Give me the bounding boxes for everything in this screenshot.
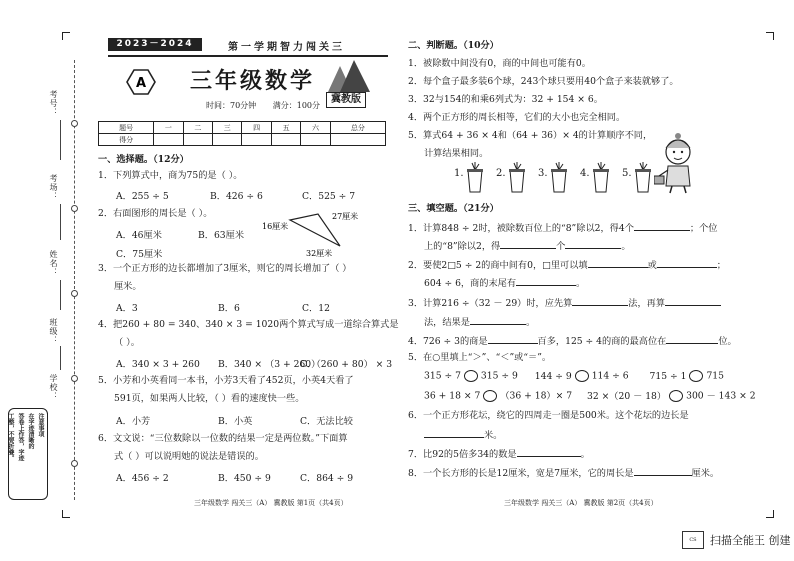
cut-dot (71, 120, 78, 127)
edition-badge: 冀教版 (326, 92, 366, 108)
score-cell: 总分 (330, 122, 385, 134)
judge-item: 1．被除数中间没有0，商的中间也可能有0。 (408, 58, 591, 69)
section-1-title: 一、选择题。（12分） (98, 154, 189, 165)
pot-label: 5. (622, 168, 632, 179)
score-input-cell[interactable] (154, 134, 183, 146)
question-text: 。 (580, 449, 590, 460)
question-1-1: 1．下列算式中，商为75的是（ ）。 (98, 170, 243, 181)
answer-blank[interactable] (565, 239, 621, 249)
fill-question-3 (408, 296, 721, 310)
compare-circle[interactable] (689, 370, 703, 382)
option-b[interactable]: B．426 ÷ 6 (210, 191, 263, 202)
answer-blank[interactable] (470, 315, 526, 325)
answer-blank[interactable] (516, 276, 576, 286)
cut-dot (71, 375, 78, 382)
score-table-header-row (99, 122, 386, 134)
judge-item: 2．每个盒子最多装6个球，243个球只要用40个盒子来装就够了。 (408, 76, 679, 87)
triangle-side-label: 16厘米 (262, 222, 289, 231)
binding-strip (0, 0, 88, 561)
compare-circle[interactable] (575, 370, 589, 382)
score-cell: 四 (242, 122, 271, 134)
question-text: 3．计算216 ÷（32 － 29）时，应先算 (408, 298, 573, 309)
triangle-figure (260, 208, 380, 258)
fill-question-1-cont (424, 239, 631, 253)
exam-room-field: 考场： (49, 174, 58, 201)
page-footer: 三年级数学 闯关三（A） 冀教版 第2页（共4页） (504, 499, 658, 507)
page-title: 三年级数学 (190, 69, 316, 94)
expression: 715 (706, 370, 724, 382)
question-text: 7．比92的5倍多34的数是 (408, 449, 517, 460)
score-input-cell[interactable] (242, 134, 271, 146)
fill-question-1 (408, 221, 717, 235)
question-text: 米。 (484, 430, 503, 441)
answer-blank[interactable] (424, 428, 484, 438)
flower-pot-icon[interactable] (548, 162, 570, 194)
question-1-4-line: 4．把260 + 80 = 340、340 × 3 = 1020两个算式写成一道综合算式是 (98, 319, 399, 330)
score-cell: 题号 (99, 122, 154, 134)
crop-mark-top-right (766, 32, 774, 40)
expression: 715 ÷ 1 (649, 370, 687, 382)
question-text: 法，结果是 (424, 317, 470, 328)
triangle-side-label: 32厘米 (306, 249, 333, 258)
flower-pot-icon[interactable] (632, 162, 654, 194)
name-field: 姓名： (49, 250, 58, 277)
option-a[interactable]: A．小芳 (116, 416, 151, 427)
judge-item: 计算结果相同。 (424, 148, 489, 159)
expression: 315 ÷ 9 (480, 370, 518, 382)
expression: 36 + 18 × 7 (424, 390, 481, 402)
score-cell: 二 (183, 122, 212, 134)
question-1-2: 2．右面图形的周长是（ ）。 (98, 208, 213, 219)
expression: 300 － 143 × 2 (686, 390, 756, 402)
option-a[interactable]: A．255 ÷ 5 (116, 191, 169, 202)
score-input-cell[interactable] (301, 134, 330, 146)
flower-pot-icon[interactable] (464, 162, 486, 194)
option-a[interactable]: A．3 (116, 303, 138, 314)
notice-line: 答卷上作答，字迹 (17, 413, 24, 461)
class-field: 班级： (49, 318, 58, 345)
flower-pot-icon[interactable] (590, 162, 612, 194)
question-1-5-line: 5．小芳和小英看同一本书，小芳3天看了452页，小英4天看了 (98, 375, 354, 386)
notice-line: 在字迹清晰的 (27, 413, 34, 449)
question-text: 2．要使2□5 ÷ 2的商中间有0，□里可以填 (408, 260, 588, 271)
expression: 315 ÷ 7 (424, 370, 461, 382)
triangle-side-label: 27厘米 (332, 212, 359, 221)
answer-blank[interactable] (657, 258, 717, 268)
option-a[interactable]: A．46厘米 (116, 230, 162, 241)
answer-blank[interactable] (588, 258, 648, 268)
question-text: ； (716, 260, 726, 271)
question-text: 。 (576, 278, 586, 289)
fill-question-8 (408, 466, 719, 480)
pot-label: 4. (580, 168, 590, 179)
watermark-text: 扫描全能王 创建 (710, 534, 791, 547)
fill-question-6-cont (424, 428, 502, 442)
option-c[interactable]: C．864 ÷ 9 (300, 473, 354, 484)
option-a[interactable]: A．340 × 3 + 260 (116, 359, 200, 370)
score-cell: 五 (271, 122, 300, 134)
series-title: 第一学期智力闯关三 (228, 42, 345, 53)
question-text: 个 (556, 241, 566, 252)
crop-mark-bottom-right (766, 510, 774, 518)
fill-question-7 (408, 447, 590, 461)
expression: （36 + 18）× 7 (500, 390, 573, 402)
page-footer: 三年级数学 闯关三（A） 冀教版 第1页（共4页） (194, 499, 348, 507)
exam-meta (206, 100, 320, 111)
fill-question-2-cont (424, 276, 585, 290)
question-text: 法，再算 (628, 298, 666, 309)
notice-line: 注意事项 (37, 413, 44, 437)
question-text: 1．计算848 ÷ 2时，被除数百位上的“8”除以2，得4个 (408, 223, 634, 234)
question-text: 8．一个长方形的长是12厘米，宽是7厘米，它的周长是 (408, 468, 634, 479)
answer-blank[interactable] (665, 296, 721, 306)
compare-row-2 (424, 390, 756, 403)
expression: 144 ÷ 9 (534, 370, 572, 382)
mountain-logo-icon (328, 60, 370, 94)
fill-question-6: 6．一个正方形花坛，绕它的四周走一圈是500米。这个花坛的边长是 (408, 410, 689, 421)
cut-dot (71, 290, 78, 297)
compare-row-1 (424, 370, 724, 383)
pot-label: 2. (496, 168, 506, 179)
section-2-title: 二、判断题。（10分） (408, 40, 499, 51)
expression: 32 ×（20 － 18） (587, 390, 667, 402)
answer-blank[interactable] (500, 239, 556, 249)
answer-blank[interactable] (634, 466, 692, 476)
year-badge: 2023－2024 (108, 38, 202, 51)
expression: 114 ÷ 6 (591, 370, 629, 382)
compare-circle[interactable] (464, 370, 478, 382)
option-b[interactable]: B．450 ÷ 9 (218, 473, 271, 484)
score-input-cell[interactable] (213, 134, 242, 146)
full-score: 满分：100分 (272, 101, 321, 110)
question-text: 或 (647, 260, 657, 271)
question-1-4-line: （ ）。 (114, 337, 140, 348)
score-cell: 三 (213, 122, 242, 134)
score-cell: 得分 (99, 134, 154, 146)
question-1-5-line: 591页，如果两人比较，（ ）看的速度快一些。 (114, 393, 305, 404)
score-input-cell[interactable] (330, 134, 385, 146)
question-text: 位。 (718, 336, 737, 347)
option-b[interactable]: B．6 (218, 303, 240, 314)
section-3-title: 三、填空题。（21分） (408, 203, 499, 214)
answer-blank[interactable] (572, 296, 628, 306)
question-text: 。 (621, 241, 631, 252)
fill-question-2 (408, 258, 726, 272)
compare-circle[interactable] (483, 390, 497, 402)
compare-circle[interactable] (669, 390, 683, 402)
question-text: 厘米。 (691, 468, 720, 479)
answer-pots-row (454, 162, 664, 198)
fill-question-3-cont (424, 315, 535, 329)
score-table (98, 121, 386, 146)
score-table-score-row (99, 134, 386, 146)
time-limit: 时间：70分钟 (206, 101, 257, 110)
score-input-cell[interactable] (183, 134, 212, 146)
question-text: 604 ÷ 6，商的末尾有 (424, 278, 517, 289)
pot-label: 3. (538, 168, 548, 179)
question-text: 4．726 ÷ 3的商是 (408, 336, 488, 347)
question-text: 百多，125 ÷ 4的商的最高位在 (537, 336, 667, 347)
option-a[interactable]: A．456 ÷ 2 (116, 473, 169, 484)
notice-box (8, 408, 48, 500)
score-input-cell[interactable] (271, 134, 300, 146)
option-b[interactable]: B．小英 (218, 416, 253, 427)
exam-number-field: 考号： (49, 90, 58, 117)
judge-item: 5．算式64 + 36 × 4和（64 + 36）× 4的计算顺序不同， (408, 130, 653, 141)
score-cell: 一 (154, 122, 183, 134)
option-b[interactable]: B．63厘米 (198, 230, 245, 241)
answer-blank[interactable] (666, 334, 718, 344)
notice-line: 工整，不要折叠。 (7, 413, 14, 461)
question-1-6-line: 式（ ）可以说明她的说法是错误的。 (114, 451, 264, 462)
question-text: ；个位 (689, 223, 718, 234)
option-c[interactable]: C．525 ÷ 7 (302, 191, 356, 202)
question-text: 。 (525, 317, 536, 328)
option-c[interactable]: C．无法比较 (300, 416, 353, 427)
pot-label: 1. (454, 168, 464, 179)
hexagon-badge-icon (126, 68, 156, 96)
option-b[interactable]: B．340 × （3 + 260） (218, 359, 321, 370)
fill-question-4 (408, 334, 737, 348)
svg-text:A: A (135, 76, 147, 91)
school-field: 学校： (49, 374, 58, 401)
option-c[interactable]: C．（260 + 80） × 3 (300, 359, 393, 370)
judge-item: 3．32与154的和乘6列式为：32 + 154 × 6。 (408, 94, 603, 105)
cut-dot (71, 205, 78, 212)
answer-blank[interactable] (517, 447, 581, 457)
kid-watering-illustration (654, 132, 706, 194)
cut-dot (71, 460, 78, 467)
header-rule (108, 55, 388, 57)
question-text: 上的“8”除以2，得 (424, 241, 501, 252)
answer-blank[interactable] (634, 221, 690, 231)
answer-blank[interactable] (488, 334, 538, 344)
scanner-watermark (682, 531, 791, 549)
question-1-3-line: 3．一个正方形的边长都增加了3厘米，则它的周长增加了（ ） (98, 263, 352, 274)
question-1-3-line: 厘米。 (114, 281, 142, 292)
option-c[interactable]: C．75厘米 (116, 249, 163, 260)
score-cell: 六 (301, 122, 330, 134)
judge-item: 4．两个正方形的周长相等，它们的大小也完全相同。 (408, 112, 626, 123)
flower-pot-icon[interactable] (506, 162, 528, 194)
fill-question-5: 5．在○里填上“＞”、“＜”或“＝”。 (408, 352, 552, 363)
question-1-6-line: 6．文文说：“三位数除以一位数的结果一定是两位数。”下面算 (98, 433, 348, 444)
option-c[interactable]: C．12 (302, 303, 330, 314)
camscanner-logo-icon: CS (682, 531, 704, 549)
